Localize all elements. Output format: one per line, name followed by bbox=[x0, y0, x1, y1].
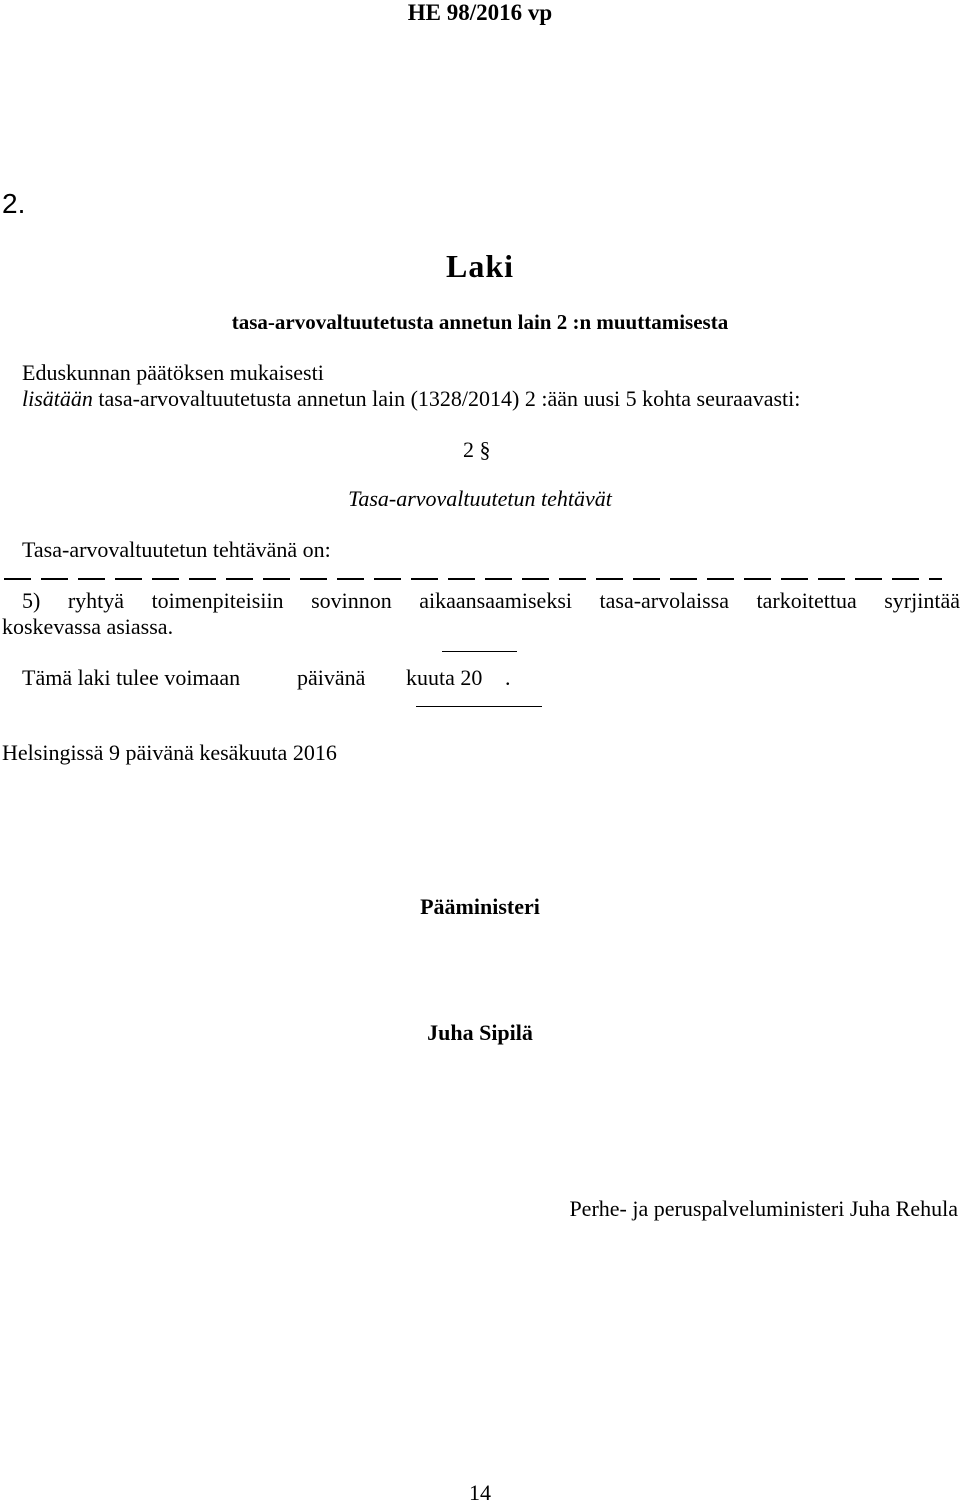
place-and-date: Helsingissä 9 päivänä kesäkuuta 2016 bbox=[2, 740, 337, 765]
paragraph-number bbox=[463, 437, 491, 463]
omission-dashes bbox=[4, 578, 942, 580]
paragraph-heading: Tasa-arvovaltuutetun tehtävät bbox=[348, 486, 612, 511]
entry-into-force-part4: . bbox=[505, 665, 511, 690]
entry-into-force-part1: Tämä laki tulee voimaan bbox=[22, 665, 241, 690]
paragraph-number-value: 2 bbox=[463, 437, 474, 462]
section-number: 2. bbox=[2, 188, 26, 219]
entry-into-force-part3: kuuta 20 bbox=[406, 665, 483, 690]
paragraph-lead: Tasa-arvovaltuutetun tehtävänä on: bbox=[22, 537, 331, 562]
page-number: 14 bbox=[469, 1480, 491, 1505]
amendment-clause bbox=[22, 386, 800, 412]
end-rule bbox=[416, 706, 542, 707]
amendment-text: tasa-arvovaltuutetusta annetun lain (1328/2014) 2 :ään uusi 5 kohta seuraavasti: bbox=[92, 386, 801, 411]
item-5-line-2: koskevassa asiassa. bbox=[2, 614, 174, 639]
minister-signature: Perhe- ja peruspalveluministeri Juha Rehula bbox=[569, 1196, 958, 1221]
item-5-line-1: 5) ryhtyä toimenpiteisiin sovinnon aikaansaamiseksi tasa-arvolaissa tarkoitettua syrjintää bbox=[22, 588, 960, 613]
separator-rule bbox=[442, 651, 517, 652]
amendment-verb: lisätään bbox=[22, 386, 93, 411]
section-sign: § bbox=[479, 437, 491, 462]
law-title: Laki bbox=[445, 248, 515, 284]
prime-minister-name: Juha Sipilä bbox=[427, 1020, 533, 1045]
document-header: HE 98/2016 vp bbox=[407, 0, 553, 25]
law-subtitle: tasa-arvovaltuutetusta annetun lain 2 :n muuttamisesta bbox=[231, 310, 729, 334]
entry-into-force-part2: päivänä bbox=[297, 665, 366, 690]
prime-minister-title: Pääministeri bbox=[420, 894, 540, 919]
intro-line: Eduskunnan päätöksen mukaisesti bbox=[22, 360, 324, 385]
